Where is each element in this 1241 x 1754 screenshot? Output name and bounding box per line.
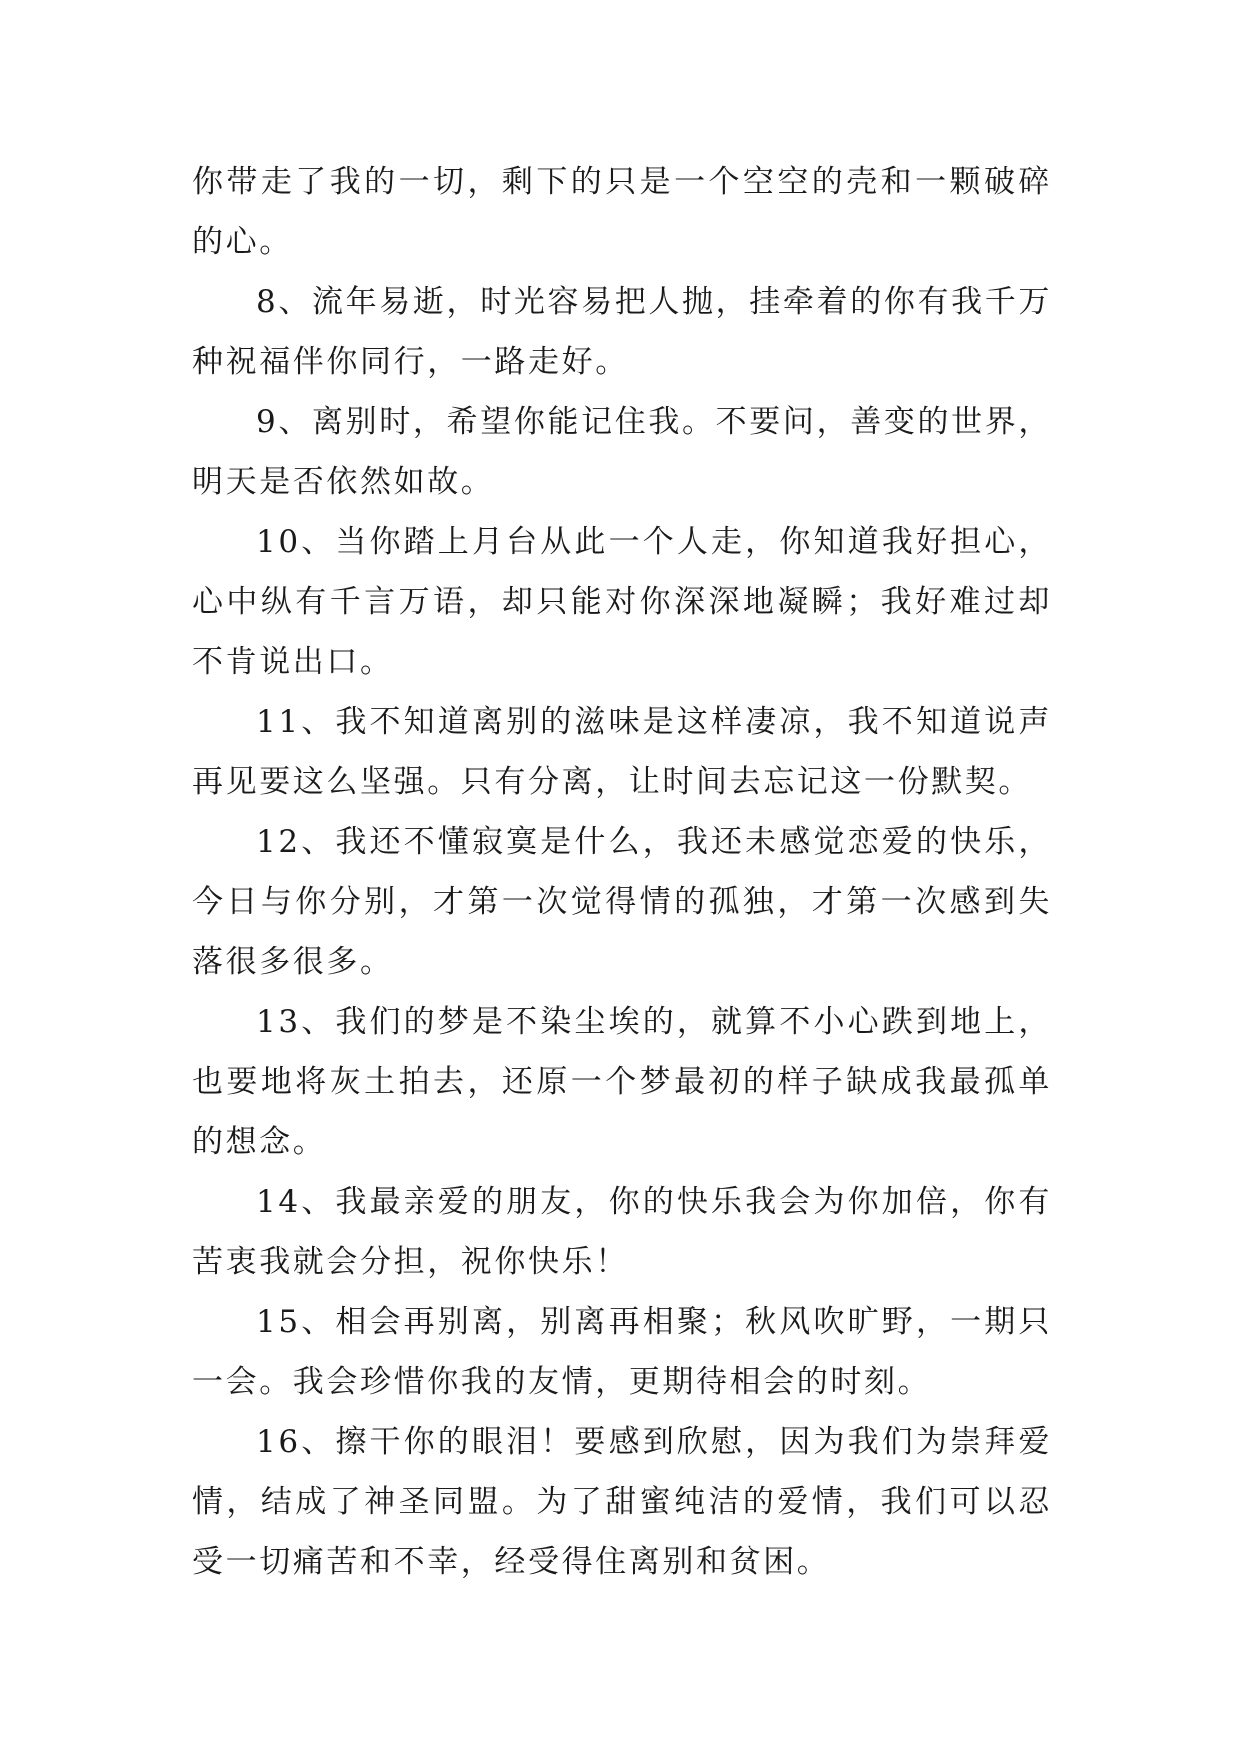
paragraph-13: 13、我们的梦是不染尘埃的，就算不小心跌到地上，也要地将灰土拍去，还原一个梦最初的样子缺成我最孤单的想念。 bbox=[192, 1004, 1052, 1160]
paragraph-10: 10、当你踏上月台从此一个人走，你知道我好担心，心中纵有千言万语，却只能对你深深地凝瞬；我好难过却不肯说出口。 bbox=[192, 524, 1052, 680]
paragraph-14: 14、我最亲爱的朋友，你的快乐我会为你加倍，你有苦衷我就会分担，祝你快乐！ bbox=[192, 1184, 1052, 1280]
paragraph-11: 11、我不知道离别的滋味是这样凄凉，我不知道说声再见要这么坚强。只有分离，让时间去忘记这一份默契。 bbox=[192, 704, 1052, 800]
paragraph-continued: 你带走了我的一切，剩下的只是一个空空的壳和一颗破碎的心。 bbox=[192, 164, 1052, 260]
document-body bbox=[192, 152, 1052, 1592]
paragraph-15: 15、相会再别离，别离再相聚；秋风吹旷野，一期只一会。我会珍惜你我的友情，更期待相会的时刻。 bbox=[192, 1304, 1052, 1400]
paragraph-8: 8、流年易逝，时光容易把人抛，挂牵着的你有我千万种祝福伴你同行，一路走好。 bbox=[192, 284, 1052, 380]
paragraph-16: 16、擦干你的眼泪！要感到欣慰，因为我们为崇拜爱情，结成了神圣同盟。为了甜蜜纯洁的爱情，我们可以忍受一切痛苦和不幸，经受得住离别和贫困。 bbox=[192, 1424, 1052, 1580]
paragraph-9: 9、离别时，希望你能记住我。不要问，善变的世界，明天是否依然如故。 bbox=[192, 404, 1052, 500]
paragraph-12: 12、我还不懂寂寞是什么，我还未感觉恋爱的快乐，今日与你分别，才第一次觉得情的孤独，才第一次感到失落很多很多。 bbox=[192, 824, 1052, 980]
